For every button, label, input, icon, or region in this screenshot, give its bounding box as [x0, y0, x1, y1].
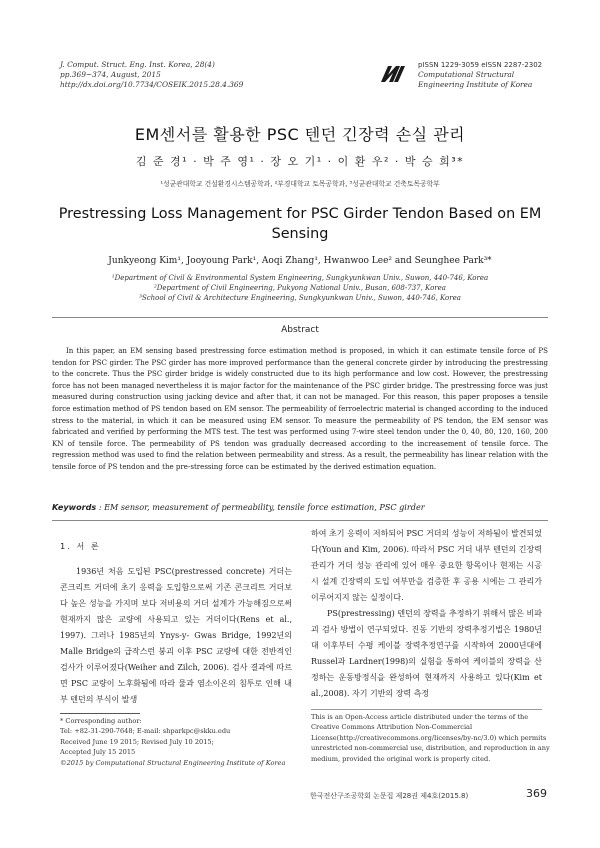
journal-pages: pp.369~374, August, 2015: [60, 70, 161, 79]
abstract-body: In this paper, an EM sensing based prestressing force estimation method is proposed, in which it can estimate tensile force of PS tendon for PSC girder. The PSC girder has more improved performance than the general concrete girder by introducing the prestressing to the concrete. Thus the PSC girder bridge is widely constructed due to its high performance and low cost. However, the prestressing force has not been managed nevertheless it is major factor for the maintenance of the PSC girder bridge. The prestressing force was just measured during construction using jacking device and after that, it can not be managed. For this reason, this paper proposes a tensile force estimation method of PS tendon based on EM sensor. The permeability of ferroelectric material is changed according to the induced stress to the material, in which it can be measured using EM sensor. To measure the permeability of PS tendon, the EM sensor was fabricated and verified by performing the MTS test. The test was performed using 7-wire steel tendon under the 0, 40, 80, 120, 160, 200 KN of tensile force. The permeability of PS tendon was gradually decreased according to the increasement of tensile force. The regression method was used to find the relation between permeability and stress. As a result, the permeability has linear relation with the tensile force of PS tendon and the pre-stressing force can be estimated by the derived estimation equation.: [52, 346, 548, 471]
page-number: 369: [526, 787, 547, 800]
footnote-accepted: Accepted July 15 2015: [60, 748, 136, 757]
right-column-paragraph-1: 하여 초기 응력이 저하되어 PSC 거더의 성능이 저하됨이 발견되었다(Youn and Kim, 2006). 따라서 PSC 거더 내부 텐던의 긴장력 관리가 거더 성능 관리에 있어 매우 중요한 항목이나 현재는 시공 시 설계 긴장력의 도입 여부만을 검증한 후 공용 시에는 그 관리가 이루어지지 않는 실정이다.: [311, 529, 542, 602]
footnote-contact: Tel: +82-31-290-7648; E-mail: shparkpc@skku.edu: [60, 727, 231, 736]
left-column-text: 1936년 처음 도입된 PSC(prestressed concrete) 거더는 콘크리트 거더에 초기 응력을 도입함으로써 기존 콘크리트 거더보다 높은 성능을 가지며 보다 저비용의 거더 설계가 가능해짐으로써 현재까지 많은 교량에 사용되고 있는 거더이다(Rens et al., 1997). 그러나 1985년의 Ynys-y- Gwas Bridge, 1992년의 Malle Bridge의 급작스런 붕괴 이후 PSC 교량에 대한 전반적인 검사가 이루어졌다(Weiher and Zilch, 2006). 검사 결과에 따르면 PSC 교량이 노후화됨에 따라 물과 염소이온의 침투로 인해 내부 텐던의 부식이 발생: [60, 567, 292, 704]
right-column-paragraph-2: PS(prestressing) 텐던의 장력을 추정하기 위해서 많은 비파괴 검사 방법이 연구되었다. 진동 기반의 장력추정기법은 1980년대 이후부터 수평 케이블 장력추정연구를 시작하여 2000년대에 Russel과 Lardner(1998)의 실험을 통하여 케이블의 장력을 산정하는 운동방정식을 완성하여 현재까지 사용하고 있다(Kim et al.,2008). 자기 기반의 장력 측정: [311, 609, 542, 698]
journal-header-right: [418, 60, 542, 90]
footnote-rule: [60, 713, 140, 714]
english-title: Prestressing Loss Management for PSC Girder Tendon Based on EM Sensing: [58, 206, 542, 242]
korean-affiliations: ¹성균관대학교 건설환경시스템공학과, ²부경대학교 토목공학과, ³성균관대학교 건축토목공학부: [160, 180, 440, 188]
english-affiliation-2: ²Department of Civil Engineering, Pukyong National Univ., Busan, 608-737, Korea: [154, 284, 446, 292]
journal-issn: pISSN 1229-3059 eISSN 2287-2302: [418, 61, 543, 69]
journal-doi: http://dx.doi.org/10.7734/COSEIK.2015.28.4.369: [60, 80, 244, 89]
english-affiliation-3: ³School of Civil & Architecture Engineering, Sungkyunkwan Univ., Suwon, 440-746, Korea: [139, 294, 461, 302]
korean-title: EM센서를 활용한 PSC 텐던 긴장력 손실 관리: [134, 125, 466, 144]
journal-logo-icon: [379, 62, 407, 84]
keywords-line: [52, 502, 548, 512]
section-heading-introduction: 1. 서 론: [60, 541, 101, 551]
footnote: [60, 716, 300, 768]
publisher-line-1: Computational Structural: [418, 70, 515, 79]
license-rule: [311, 709, 542, 710]
keywords-label: Keywords: [52, 502, 97, 512]
journal-header-left: [60, 60, 243, 90]
keywords-bottom-rule: [52, 520, 548, 521]
footnote-corresponding: * Corresponding author:: [60, 717, 142, 725]
korean-authors: 김 준 경¹ · 박 주 영¹ · 장 오 기¹ · 이 환 우² · 박 승 희³*: [135, 155, 465, 168]
footnote-received: Received June 19 2015; Revised July 10 2015;: [60, 737, 214, 746]
license-notice: This is an Open-Access article distributed under the terms of the Creative Commons Attribution Non-Commercial License(http://creativecommons.org/licenses/by-nc/3.0) which permits unrestricted non-commercial use, distribution, and reproduction in any medium, provided the original work is properly cited.: [311, 713, 550, 763]
publisher-line-2: Engineering Institute of Korea: [418, 80, 533, 89]
journal-footer: 한국전산구조공학회 논문집 제28권 제4호(2015.8): [310, 792, 469, 800]
journal-citation: J. Comput. Struct. Eng. Inst. Korea, 28(4): [60, 60, 215, 69]
footnote-copyright: ©2015 by Computational Structural Engineering Institute of Korea: [60, 758, 286, 767]
abstract-heading: Abstract: [281, 325, 319, 335]
abstract-top-rule: [52, 317, 548, 318]
english-affiliation-1: ¹Department of Civil & Environmental System Engineering, Sungkyunkwan Univ., Suwon, 440-746, Korea: [111, 274, 489, 282]
english-authors: Junkyeong Kim¹, Jooyoung Park¹, Aoqi Zhang¹, Hwanwoo Lee² and Seunghee Park³*: [108, 256, 492, 266]
keywords-list: : EM sensor, measurement of permeability, tensile force estimation, PSC girder: [96, 502, 425, 512]
right-column: [311, 526, 542, 702]
